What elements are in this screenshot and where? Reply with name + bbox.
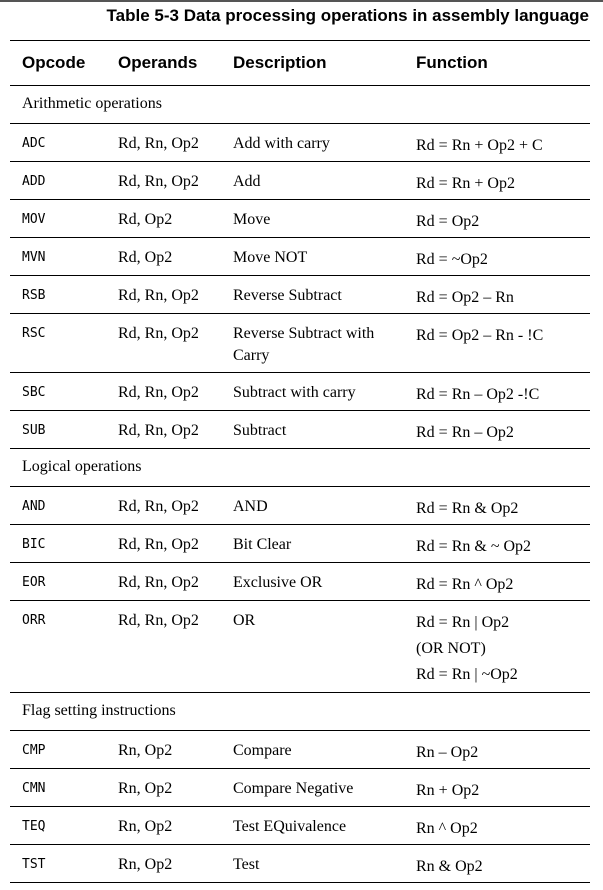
table-row [10,200,590,238]
function-cell [416,610,518,688]
operands-cell: Rd, Rn, Op2 [118,612,199,629]
function-line: Rd = Op2 [416,213,480,230]
opcode-cell: EOR [22,575,46,590]
operands-cell: Rn, Op2 [118,780,173,797]
header-description: Description [233,53,327,72]
function-cell [416,420,514,446]
function-line: Rd = Rn + Op2 [416,175,515,192]
operands-cell: Rn, Op2 [118,856,173,873]
table-row [10,276,590,314]
table-row [10,487,590,525]
function-cell [416,534,531,560]
description-cell: Add [233,173,261,190]
data-processing-table [10,40,590,883]
function-line: Rd = Rn – Op2 [416,424,514,441]
function-line: Rn – Op2 [416,744,479,761]
description-cell: Subtract [233,422,287,439]
function-cell [416,740,478,766]
function-line: Rd = Rn + Op2 + C [416,137,543,154]
top-divider [0,0,603,2]
description-cell: Move NOT [233,249,308,266]
opcode-cell: ORR [22,613,46,628]
operands-cell: Rd, Rn, Op2 [118,287,199,304]
table-row [10,563,590,601]
function-cell [416,816,478,842]
operands-cell: Rd, Rn, Op2 [118,173,199,190]
description-cell: Reverse Subtract [233,287,342,304]
opcode-cell: TEQ [22,819,46,834]
description-cell: Add with carry [233,135,330,152]
operands-cell: Rd, Rn, Op2 [118,498,199,515]
function-line: Rd = Op2 – Rn - !C [416,327,544,344]
table-row [10,124,590,162]
function-line: (OR NOT) [416,640,486,657]
section-label: Arithmetic operations [22,95,162,112]
table-row [10,807,590,845]
function-line: Rd = Rn & Op2 [416,500,519,517]
function-cell [416,323,543,349]
function-line: Rd = Rn | Op2 [416,614,510,631]
description-cell: Test EQuivalence [233,818,347,835]
section-row [10,693,590,731]
opcode-cell: RSC [22,326,46,341]
opcode-cell: MOV [22,212,46,227]
function-line: Rn ^ Op2 [416,820,478,837]
header-function: Function [416,53,488,72]
opcode-cell: ADD [22,174,46,189]
table-row [10,731,590,769]
opcode-cell: SUB [22,423,46,438]
header-opcode: Opcode [22,53,86,72]
table-row [10,411,590,449]
function-cell [416,171,515,197]
opcode-cell: TST [22,857,46,872]
opcode-cell: CMN [22,781,46,796]
function-cell [416,209,479,235]
operands-cell: Rd, Rn, Op2 [118,536,199,553]
table-row [10,525,590,563]
table-row [10,601,590,693]
section-row [10,86,590,124]
function-line: Rd = Rn | ~Op2 [416,666,518,683]
function-cell [416,572,513,598]
operands-cell: Rd, Rn, Op2 [118,384,199,401]
table-row [10,769,590,807]
function-line: Rd = Rn ^ Op2 [416,576,514,593]
opcode-cell: ADC [22,136,46,151]
table-row [10,162,590,200]
section-label: Flag setting instructions [22,702,176,719]
function-cell [416,133,543,159]
description-cell: Reverse Subtract with Carry [233,325,375,364]
function-cell [416,496,518,522]
function-line: Rd = Op2 – Rn [416,289,514,306]
table-row [10,314,590,373]
function-cell [416,247,488,273]
opcode-cell: CMP [22,743,46,758]
description-cell: Test [233,856,260,873]
operands-cell: Rd, Op2 [118,211,173,228]
description-cell: Move [233,211,271,228]
description-cell: Compare [233,742,292,759]
operands-cell: Rd, Rn, Op2 [118,135,199,152]
table-row [10,845,590,883]
function-line: Rd = ~Op2 [416,251,488,268]
opcode-cell: AND [22,499,46,514]
description-cell: AND [233,498,268,515]
opcode-cell: RSB [22,288,46,303]
function-line: Rn & Op2 [416,858,483,875]
section-label: Logical operations [22,458,142,475]
opcode-cell: MVN [22,250,46,265]
operands-cell: Rd, Rn, Op2 [118,422,199,439]
table-row [10,238,590,276]
function-line: Rn + Op2 [416,782,480,799]
description-cell: Compare Negative [233,780,354,797]
description-cell: OR [233,612,256,629]
function-cell [416,382,539,408]
opcode-cell: SBC [22,385,46,400]
table-row [10,373,590,411]
table-title: Table 5-3 Data processing operations in assembly language [106,6,589,25]
description-cell: Subtract with carry [233,384,356,401]
function-cell [416,285,514,311]
operands-cell: Rd, Rn, Op2 [118,325,199,342]
function-line: Rd = Rn – Op2 -!C [416,386,540,403]
operands-cell: Rd, Rn, Op2 [118,574,199,591]
function-cell [416,854,483,880]
header-operands: Operands [118,53,198,72]
function-cell [416,778,479,804]
operands-cell: Rd, Op2 [118,249,173,266]
description-cell: Bit Clear [233,536,292,553]
function-line: Rd = Rn & ~ Op2 [416,538,532,555]
section-row [10,449,590,487]
table-header-row [10,41,590,86]
operands-cell: Rn, Op2 [118,818,173,835]
description-cell: Exclusive OR [233,574,323,591]
operands-cell: Rn, Op2 [118,742,173,759]
opcode-cell: BIC [22,537,46,552]
